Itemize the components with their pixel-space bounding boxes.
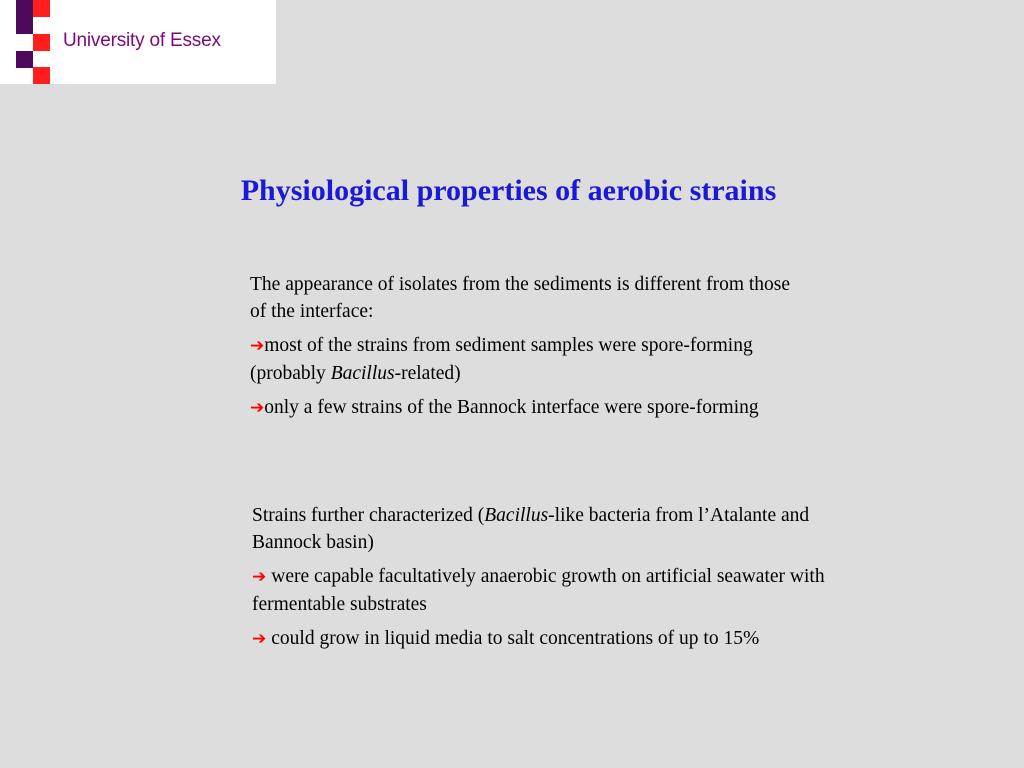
block-intro: The appearance of isolates from the sediments is different from those of the interface: <box>250 274 791 322</box>
logo-square <box>16 17 33 34</box>
right-arrow-icon: ➔ <box>250 336 265 356</box>
logo-square <box>16 51 33 68</box>
block-intro: Strains further characterized (Bacillus-like bacteria from l’Atalante and Bannock basin) <box>252 505 810 553</box>
university-logo <box>0 0 276 84</box>
text-block-appearance <box>250 271 810 429</box>
bullet-item: ➔most of the strains from sediment samples were spore-forming (probably Bacillus-related) <box>250 335 753 384</box>
right-arrow-icon: ➔ <box>252 567 267 587</box>
right-arrow-icon: ➔ <box>252 629 267 649</box>
bullet-item: ➔only a few strains of the Bannock interface were spore-forming <box>250 397 759 418</box>
bullet-item: ➔ could grow in liquid media to salt concentrations of up to 15% <box>252 628 760 649</box>
institution-name: University of Essex <box>63 30 221 51</box>
logo-square <box>33 0 50 17</box>
right-arrow-icon: ➔ <box>250 398 265 418</box>
text-block-characterized <box>252 502 827 660</box>
bullet-item: ➔ were capable facultatively anaerobic growth on artificial seawater with fermentable substrates <box>252 566 825 615</box>
logo-square <box>33 34 50 51</box>
logo-square <box>33 67 50 84</box>
logo-square <box>16 0 33 17</box>
slide-title: Physiological properties of aerobic strains <box>240 174 777 207</box>
